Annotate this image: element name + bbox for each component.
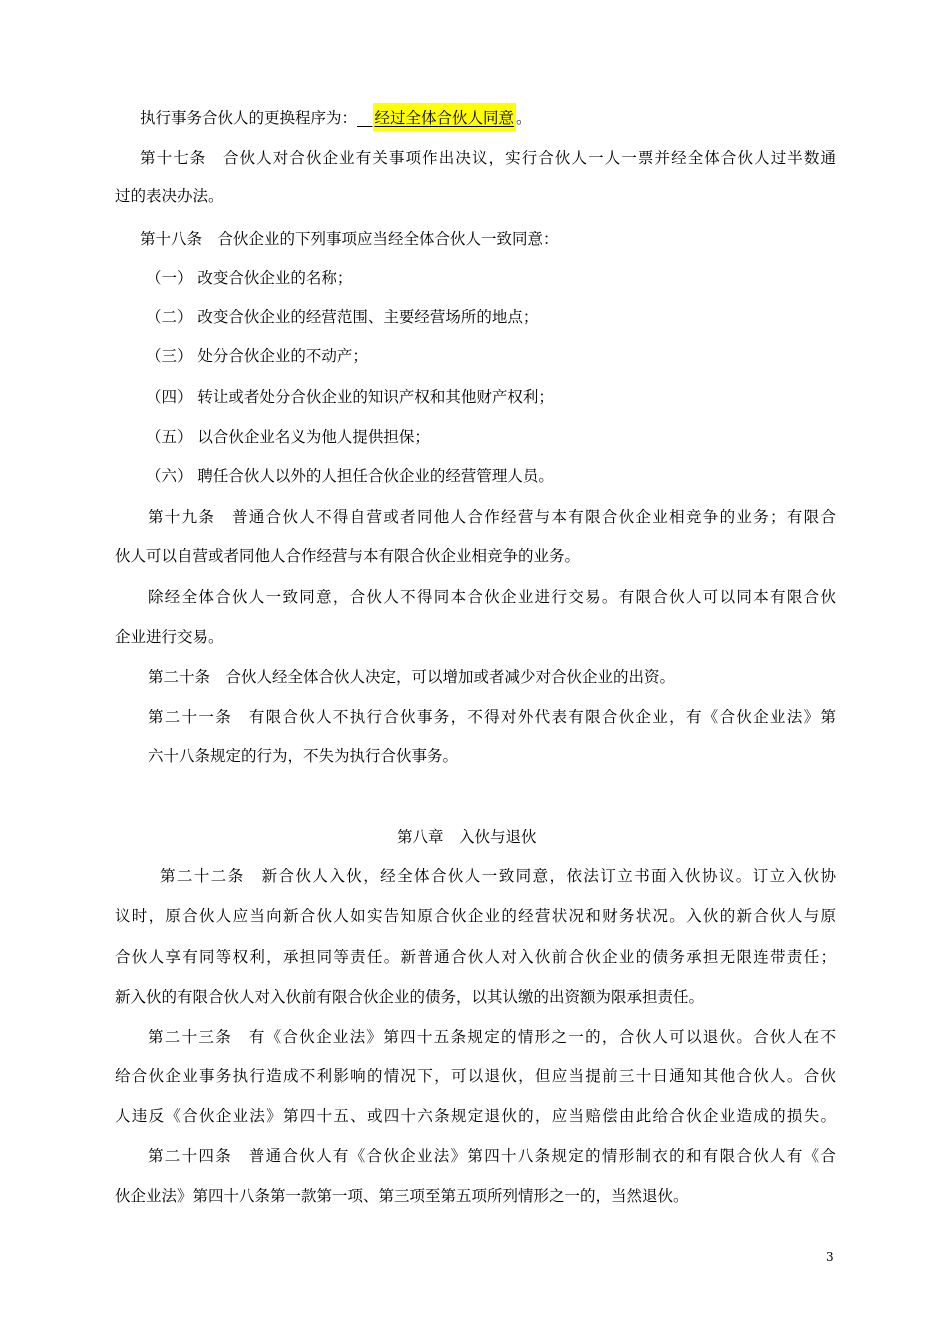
- paragraph-line: 新入伙的有限合伙人对入伙前有限合伙企业的债务，以其认缴的出资额为限承担责任。: [115, 988, 705, 1006]
- fill-blank: __: [357, 109, 373, 127]
- paragraph-line: 议时，原合伙人应当向新合伙人如实告知原合伙企业的经营状况和财务状况。入伙的新合伙人与原: [115, 907, 836, 925]
- paragraph-line: 企业进行交易。: [115, 628, 224, 646]
- paragraph-line: 第二十三条 有《合伙企业法》第四十五条规定的情形之一的，合伙人可以退伙。合伙人在不: [148, 1028, 836, 1046]
- list-item: （一） 改变合伙企业的名称；: [146, 269, 353, 287]
- paragraph-line: 第十七条 合伙人对合伙企业有关事项作出决议，实行合伙人一人一票并经全体合伙人过半数通: [140, 149, 836, 167]
- page-number: 3: [826, 1250, 834, 1264]
- paragraph-line: 第十八条 合伙企业的下列事项应当经全体合伙人一致同意：: [140, 230, 559, 248]
- paragraph-line: 第二十条 合伙人经全体合伙人决定，可以增加或者减少对合伙企业的出资。: [148, 668, 676, 686]
- highlighted-answer: 经过全体合伙人同意: [373, 103, 517, 131]
- paragraph-line: 第二十一条 有限合伙人不执行合伙事务，不得对外代表有限合伙企业，有《合伙企业法》第: [148, 708, 836, 726]
- list-item: （二） 改变合伙企业的经营范围、主要经营场所的地点；: [146, 308, 539, 326]
- paragraph-line: 伙人可以自营或者同他人合作经营与本有限合伙企业相竞争的业务。: [115, 547, 581, 565]
- paragraph-line: 第二十四条 普通合伙人有《合伙企业法》第四十八条规定的情形制衣的和有限合伙人有《合: [148, 1147, 836, 1165]
- line-suffix: 。: [516, 109, 532, 127]
- paragraph-line: 过的表决办法。: [115, 187, 224, 205]
- paragraph-line: 六十八条规定的行为，不失为执行合伙事务。: [148, 747, 459, 765]
- line-prefix: 执行事务合伙人的更换程序为：: [140, 109, 358, 127]
- list-item: （三） 处分合伙企业的不动产；: [146, 347, 368, 365]
- paragraph-line: 第二十二条 新合伙人入伙，经全体合伙人一致同意，依法订立书面入伙协议。订立入伙协: [160, 867, 836, 885]
- list-item: （六） 聘任合伙人以外的人担任合伙企业的经营管理人员。: [146, 467, 554, 485]
- paragraph-line: 合伙人享有同等权利，承担同等责任。新普通合伙人对入伙前合伙企业的债务承担无限连带责任；: [115, 948, 836, 966]
- list-item: （五） 以合伙企业名义为他人提供担保；: [146, 428, 430, 446]
- paragraph-line: 除经全体合伙人一致同意，合伙人不得同本合伙企业进行交易。有限合伙人可以同本有限合伙: [148, 588, 836, 606]
- paragraph-line: [140, 108, 532, 128]
- chapter-heading: 第八章 入伙与退伙: [397, 828, 537, 846]
- paragraph-line: 第十九条 普通合伙人不得自营或者同他人合作经营与本有限合伙企业相竞争的业务；有限合: [148, 508, 836, 526]
- list-item: （四） 转让或者处分合伙企业的知识产权和其他财产权利；: [146, 388, 554, 406]
- paragraph-line: 人违反《合伙企业法》第四十五、或四十六条规定退伙的，应当赔偿由此给合伙企业造成的损失。: [115, 1107, 836, 1125]
- paragraph-line: 给合伙企业事务执行造成不利影响的情况下，可以退伙，但应当提前三十日通知其他合伙人。合伙: [115, 1067, 836, 1085]
- paragraph-line: 伙企业法》第四十八条第一款第一项、第三项至第五项所列情形之一的，当然退伙。: [115, 1187, 689, 1205]
